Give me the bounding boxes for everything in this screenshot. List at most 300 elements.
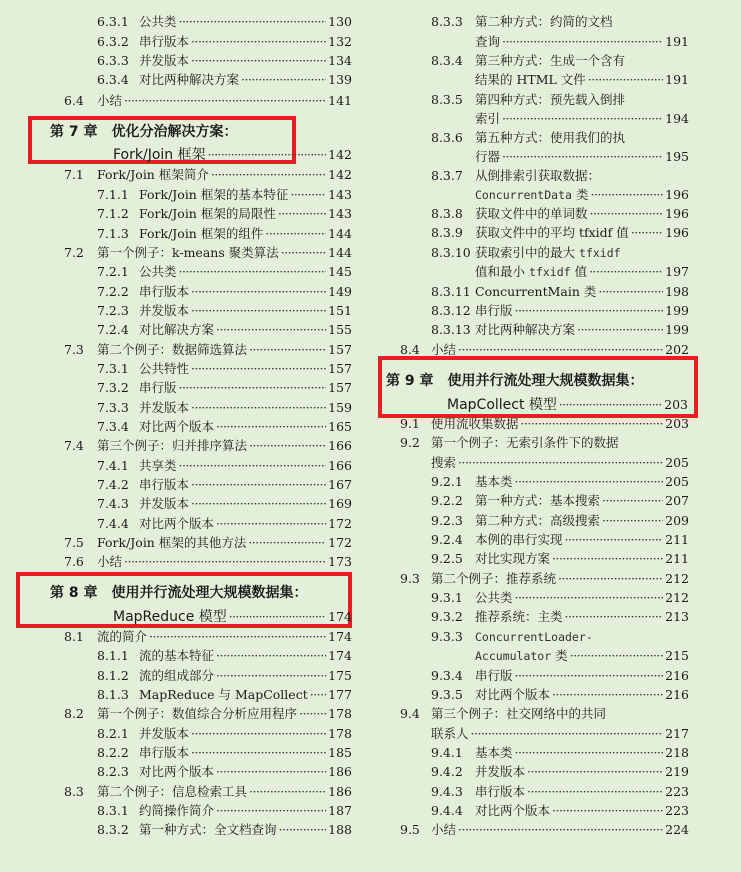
toc-entry[interactable] <box>431 474 689 490</box>
chapter-label: 第 9 章 <box>386 373 434 389</box>
toc-entry[interactable] <box>97 822 352 838</box>
leader-dots <box>588 72 663 88</box>
toc-entry[interactable] <box>97 14 352 30</box>
page-number: 157 <box>328 380 352 395</box>
entry-title: 并发版本 <box>139 496 190 511</box>
toc-entry[interactable] <box>64 535 352 551</box>
entry-number: 9.3.1 <box>431 590 463 605</box>
toc-entry[interactable] <box>97 516 352 532</box>
toc-entry[interactable] <box>97 764 352 780</box>
page-number: 198 <box>665 284 689 299</box>
entry-title: MapReduce 与 MapCollect <box>139 687 308 702</box>
toc-entry[interactable] <box>64 784 352 800</box>
toc-entry[interactable] <box>431 130 689 146</box>
toc-entry[interactable] <box>97 726 352 742</box>
entry-title: 串行版本 <box>475 784 526 799</box>
entry-title: 小结 <box>431 342 457 357</box>
toc-entry[interactable] <box>431 532 689 548</box>
toc-entry[interactable] <box>97 226 352 242</box>
entry-number: 9.3.4 <box>431 668 463 683</box>
entry-title: 对比两个版本 <box>475 687 551 702</box>
leader-dots <box>216 803 326 819</box>
leader-dots <box>515 590 664 606</box>
page-number: 173 <box>328 554 352 569</box>
toc-entry[interactable] <box>97 187 352 203</box>
entry-number: 9.2.2 <box>431 493 463 508</box>
entry-number: 9.2 <box>400 435 420 450</box>
entry-number: 7.1.2 <box>97 206 129 221</box>
leader-dots <box>515 303 664 319</box>
page-number: 211 <box>665 551 689 566</box>
entry-number: 7.2 <box>64 245 84 260</box>
entry-title: 获取文件中的平均 tfxidf 值 <box>475 225 629 240</box>
page-number: 211 <box>665 532 689 547</box>
entry-title: 基本类 <box>475 745 513 760</box>
toc-entry[interactable] <box>97 803 352 819</box>
leader-dots <box>521 416 664 432</box>
leader-dots <box>216 419 326 435</box>
leader-dots <box>179 14 327 30</box>
toc-entry[interactable] <box>400 706 689 722</box>
entry-title: 对比两个版本 <box>475 803 551 818</box>
leader-dots <box>191 400 326 416</box>
leader-dots <box>179 264 327 280</box>
leader-dots <box>191 53 326 69</box>
leader-dots <box>208 148 327 162</box>
page-number: 178 <box>328 706 352 721</box>
toc-entry[interactable] <box>97 687 352 703</box>
entry-number: 8.3.13 <box>431 322 471 337</box>
toc-entry-cont[interactable] <box>431 648 689 664</box>
entry-title: 第一个例子：k-means 聚类算法 <box>97 245 279 260</box>
entry-number: 8.3.7 <box>431 168 463 183</box>
toc-entry[interactable] <box>431 322 689 338</box>
page-number: 219 <box>665 764 689 779</box>
chapter-subtitle: MapCollect 模型 <box>447 397 557 413</box>
chapter-9-heading[interactable] <box>386 370 688 414</box>
page-number: 151 <box>328 303 352 318</box>
toc-entry[interactable] <box>431 225 689 241</box>
toc-entry[interactable] <box>431 14 689 30</box>
page-number: 213 <box>665 609 689 624</box>
leader-dots <box>527 764 663 780</box>
entry-title: 第五种方式：使用我们的执 <box>475 130 626 145</box>
entry-number: 6.3.3 <box>97 53 129 68</box>
leader-dots <box>502 149 663 165</box>
toc-entry[interactable] <box>64 438 352 454</box>
toc-entry[interactable] <box>400 822 689 838</box>
entry-number: 8.3.9 <box>431 225 463 240</box>
page-number: 165 <box>328 419 352 434</box>
entry-title: 第二个例子：数据筛选算法 <box>97 342 248 357</box>
toc-entry[interactable] <box>97 303 352 319</box>
entry-number: 9.4.4 <box>431 803 463 818</box>
toc-entry[interactable] <box>400 416 689 432</box>
page-number: 199 <box>665 303 689 318</box>
entry-title: 对比实现方案 <box>475 551 551 566</box>
entry-number: 9.2.1 <box>431 474 463 489</box>
page-number: 166 <box>328 458 352 473</box>
toc-entry[interactable] <box>64 706 352 722</box>
page-number: 157 <box>328 361 352 376</box>
toc-entry[interactable] <box>431 784 689 800</box>
toc-entry[interactable] <box>97 264 352 280</box>
page-number: 155 <box>328 322 352 337</box>
page-number: 169 <box>328 496 352 511</box>
leader-dots <box>281 245 326 261</box>
toc-entry[interactable] <box>97 72 352 88</box>
toc-entry[interactable] <box>97 668 352 684</box>
entry-title: 流的基本特征 <box>139 648 215 663</box>
leader-dots <box>577 322 663 338</box>
toc-entry[interactable] <box>97 380 352 396</box>
entry-number: 8.3 <box>64 784 84 799</box>
page-number: 191 <box>665 72 689 87</box>
toc-entry[interactable] <box>97 400 352 416</box>
page-number: 209 <box>665 513 689 528</box>
toc-entry[interactable] <box>431 92 689 108</box>
page-number: 196 <box>665 187 689 202</box>
entry-number: 6.4 <box>64 93 84 108</box>
toc-entry[interactable] <box>431 668 689 684</box>
page-number: 205 <box>665 474 689 489</box>
entry-number: 8.1 <box>64 629 84 644</box>
toc-entry-cont[interactable] <box>431 187 689 203</box>
leader-dots <box>149 629 326 645</box>
entry-number: 7.3.2 <box>97 380 129 395</box>
chapter-7-heading[interactable] <box>50 121 352 164</box>
toc-entry-cont[interactable] <box>431 264 689 280</box>
toc-entry-cont[interactable] <box>400 455 689 471</box>
entry-title: 第二种方式：高级搜索 <box>475 513 601 528</box>
toc-entry[interactable] <box>64 342 352 358</box>
leader-dots <box>216 668 326 684</box>
entry-title: 从倒排索引获取数据： <box>475 168 601 183</box>
entry-title: 获取文件中的单词数 <box>475 206 588 221</box>
entry-title: 串行版本 <box>139 34 190 49</box>
entry-number: 8.3.8 <box>431 206 463 221</box>
entry-title: 联系人 <box>431 726 469 741</box>
toc-entry[interactable] <box>431 284 689 300</box>
entry-title: 串行版 <box>475 303 513 318</box>
leader-dots <box>527 784 663 800</box>
toc-entry[interactable] <box>64 554 352 570</box>
entry-title: 并发版本 <box>475 764 526 779</box>
chapter-8-heading[interactable] <box>50 582 352 626</box>
entry-number: 8.3.2 <box>97 822 129 837</box>
entry-title: 对比解决方案 <box>139 322 215 337</box>
entry-title: 约简操作简介 <box>139 803 215 818</box>
toc-entry[interactable] <box>431 745 689 761</box>
chapter-label: 第 7 章 <box>50 124 98 140</box>
page-number: 203 <box>665 416 689 431</box>
entry-title-code: tfxidf <box>529 265 571 279</box>
page-number: 188 <box>328 822 352 837</box>
entry-number: 9.4 <box>400 706 420 721</box>
toc-entry[interactable] <box>431 803 689 819</box>
entry-title: 基本类 <box>475 474 513 489</box>
entry-number: 7.4.1 <box>97 458 129 473</box>
page-number: 202 <box>665 342 689 357</box>
toc-entry[interactable] <box>97 458 352 474</box>
toc-entry[interactable] <box>97 322 352 338</box>
leader-dots <box>191 303 326 319</box>
page-number: 143 <box>328 206 352 221</box>
toc-entry[interactable] <box>431 764 689 780</box>
toc-entry[interactable] <box>431 551 689 567</box>
page-number: 166 <box>328 438 352 453</box>
toc-entry[interactable] <box>97 745 352 761</box>
entry-title: 对比两个版本 <box>139 764 215 779</box>
page-number: 191 <box>665 34 689 49</box>
page-number: 224 <box>665 822 689 837</box>
entry-number: 6.3.4 <box>97 72 129 87</box>
toc-entry[interactable] <box>400 435 689 451</box>
chapter-title: 使用并行流处理大规模数据集： <box>111 585 308 601</box>
entry-title: 第一种方式：基本搜索 <box>475 493 601 508</box>
toc-entry-cont[interactable] <box>431 72 689 88</box>
toc-entry-cont[interactable] <box>431 111 689 127</box>
entry-number: 8.3.10 <box>431 245 471 260</box>
toc-entry[interactable] <box>431 629 689 645</box>
leader-dots <box>241 72 326 88</box>
toc-entry[interactable] <box>431 493 689 509</box>
entry-title: 索引 <box>475 111 501 126</box>
toc-entry[interactable] <box>431 687 689 703</box>
toc-entry[interactable] <box>431 168 689 184</box>
entry-title: 本例的串行实现 <box>475 532 563 547</box>
chapter-subtitle: MapReduce 模型 <box>113 609 227 625</box>
page-number: 174 <box>328 609 352 624</box>
page-number: 216 <box>665 687 689 702</box>
page-number: 196 <box>665 206 689 221</box>
toc-entry[interactable] <box>400 571 689 587</box>
entry-title: 流的简介 <box>97 629 148 644</box>
entry-number: 8.3.6 <box>431 130 463 145</box>
entry-number: 8.3.12 <box>431 303 471 318</box>
entry-title: 查询 <box>475 34 501 49</box>
toc-entry[interactable] <box>431 245 689 261</box>
entry-title: ConcurrentMain 类 <box>475 284 597 299</box>
entry-number: 7.4.2 <box>97 477 129 492</box>
toc-entry[interactable] <box>97 361 352 377</box>
page-number: 167 <box>328 477 352 492</box>
toc-entry[interactable] <box>97 206 352 222</box>
entry-title: 串行版本 <box>139 477 190 492</box>
leader-dots <box>458 822 663 838</box>
page-number: 203 <box>664 397 688 412</box>
toc-entry[interactable] <box>97 34 352 50</box>
entry-number: 9.4.3 <box>431 784 463 799</box>
leader-dots <box>598 284 663 300</box>
entry-title: Fork/Join 框架简介 <box>97 167 209 182</box>
entry-title: 值 <box>574 264 588 279</box>
leader-dots <box>502 111 663 127</box>
entry-title-code: Accumulator <box>475 649 552 663</box>
leader-dots <box>279 822 327 838</box>
leader-dots <box>179 458 327 474</box>
entry-number: 9.4.1 <box>431 745 463 760</box>
entry-title: 串行版本 <box>139 745 190 760</box>
leader-dots <box>565 532 664 548</box>
entry-title: 流的组成部分 <box>139 668 215 683</box>
entry-number: 7.3 <box>64 342 84 357</box>
leader-dots <box>602 493 663 509</box>
entry-title: 公共类 <box>475 590 513 605</box>
toc-entry[interactable] <box>431 303 689 319</box>
toc-entry[interactable] <box>64 245 352 261</box>
entry-title: 小结 <box>97 554 123 569</box>
entry-number: 8.2 <box>64 706 84 721</box>
entry-number: 8.1.2 <box>97 668 129 683</box>
leader-dots <box>502 34 663 50</box>
page-number: 145 <box>328 264 352 279</box>
page-number: 218 <box>665 745 689 760</box>
page-number: 175 <box>328 668 352 683</box>
toc-entry[interactable] <box>64 167 352 183</box>
leader-dots <box>265 226 326 242</box>
leader-dots <box>216 322 326 338</box>
toc-entry[interactable] <box>64 93 352 109</box>
entry-title: 小结 <box>431 822 457 837</box>
leader-dots <box>278 206 326 222</box>
page-number: 139 <box>328 72 352 87</box>
toc-entry-cont[interactable] <box>400 726 689 742</box>
leader-dots <box>249 784 326 800</box>
page-number: 144 <box>328 245 352 260</box>
entry-number: 7.3.3 <box>97 400 129 415</box>
entry-title: 值和最小 <box>475 264 526 279</box>
chapter-title: 使用并行流处理大规模数据集： <box>447 373 644 389</box>
entry-title: Fork/Join 框架的基本特征 <box>139 187 289 202</box>
leader-dots <box>602 513 663 529</box>
entry-title: 对比两个版本 <box>139 419 215 434</box>
page-number: 186 <box>328 784 352 799</box>
entry-number: 8.3.4 <box>431 53 463 68</box>
leader-dots <box>249 438 326 454</box>
toc-entry[interactable] <box>431 206 689 222</box>
leader-dots <box>191 284 326 300</box>
entry-title: 第三个例子：归并排序算法 <box>97 438 248 453</box>
entry-title-code: ConcurrentLoader- <box>475 630 593 644</box>
entry-number: 7.1.1 <box>97 187 129 202</box>
entry-title: 第一种方式：全文档查询 <box>139 822 277 837</box>
entry-title: 对比两个版本 <box>139 516 215 531</box>
toc-entry[interactable] <box>97 648 352 664</box>
entry-title: 第二种方式：约简的文档 <box>475 14 613 29</box>
leader-dots <box>458 455 663 471</box>
page-number: 223 <box>665 784 689 799</box>
chapter-label: 第 8 章 <box>50 585 98 601</box>
leader-dots <box>515 745 664 761</box>
entry-title: 小结 <box>97 93 123 108</box>
leader-dots <box>310 687 326 703</box>
leader-dots <box>552 687 663 703</box>
leader-dots <box>248 535 326 551</box>
entry-number: 9.1 <box>400 416 420 431</box>
entry-title: 行器 <box>475 149 501 164</box>
entry-title: 类 <box>575 187 589 202</box>
entry-title: 串行版 <box>475 668 513 683</box>
page-number: 212 <box>665 571 689 586</box>
leader-dots <box>216 648 326 664</box>
page-number: 178 <box>328 726 352 741</box>
entry-title-code: tfxidf <box>579 246 621 260</box>
leader-dots <box>559 398 662 412</box>
page-number: 223 <box>665 803 689 818</box>
entry-title: 共享类 <box>139 458 177 473</box>
entry-title: 公共类 <box>139 14 177 29</box>
page-number: 216 <box>665 668 689 683</box>
page-number: 141 <box>328 93 352 108</box>
page-number: 174 <box>328 629 352 644</box>
entry-number: 8.3.5 <box>431 92 463 107</box>
entry-number: 8.1.1 <box>97 648 129 663</box>
entry-title: 并发版本 <box>139 53 190 68</box>
entry-title: 第二个例子：信息检索工具 <box>97 784 248 799</box>
entry-number: 7.1.3 <box>97 226 129 241</box>
entry-number: 8.2.2 <box>97 745 129 760</box>
toc-entry[interactable] <box>97 496 352 512</box>
page-number: 142 <box>328 167 352 182</box>
leader-dots <box>552 551 663 567</box>
toc-entry-cont[interactable] <box>431 149 689 165</box>
entry-number: 9.3 <box>400 571 420 586</box>
entry-title: 第二个例子：推荐系统 <box>431 571 557 586</box>
entry-title: 第一个例子：数值综合分析应用程序 <box>97 706 298 721</box>
entry-number: 8.3.11 <box>431 284 471 299</box>
leader-dots <box>216 764 326 780</box>
toc-entry[interactable] <box>97 53 352 69</box>
toc-entry-cont[interactable] <box>431 34 689 50</box>
entry-title: 对比两种解决方案 <box>475 322 576 337</box>
entry-title: 并发版本 <box>139 400 190 415</box>
entry-number: 7.6 <box>64 554 84 569</box>
toc-entry[interactable] <box>97 284 352 300</box>
leader-dots <box>124 554 326 570</box>
page-number: 187 <box>328 803 352 818</box>
entry-number: 8.2.3 <box>97 764 129 779</box>
entry-title: 串行版本 <box>139 284 190 299</box>
leader-dots <box>191 745 326 761</box>
entry-number: 9.3.2 <box>431 609 463 624</box>
entry-title: 第三个例子：社交网络中的共同 <box>431 706 607 721</box>
leader-dots <box>570 648 663 664</box>
toc-entry[interactable] <box>431 513 689 529</box>
entry-number: 7.4.3 <box>97 496 129 511</box>
page-number: 157 <box>328 342 352 357</box>
page-number: 205 <box>665 455 689 470</box>
entry-number: 7.4.4 <box>97 516 129 531</box>
leader-dots <box>124 93 326 109</box>
page-number: 195 <box>665 149 689 164</box>
toc-entry[interactable] <box>431 609 689 625</box>
page-number: 144 <box>328 226 352 241</box>
toc-entry[interactable] <box>97 419 352 435</box>
page-number: 194 <box>665 111 689 126</box>
entry-title: 结果的 HTML 文件 <box>475 72 586 87</box>
page-number: 177 <box>328 687 352 702</box>
entry-number: 6.3.1 <box>97 14 129 29</box>
leader-dots <box>191 361 326 377</box>
toc-entry[interactable] <box>431 590 689 606</box>
toc-entry[interactable] <box>97 477 352 493</box>
leader-dots <box>590 206 664 222</box>
toc-entry[interactable] <box>431 53 689 69</box>
toc-entry[interactable] <box>64 629 352 645</box>
entry-number: 8.2.1 <box>97 726 129 741</box>
entry-number: 7.1 <box>64 167 84 182</box>
